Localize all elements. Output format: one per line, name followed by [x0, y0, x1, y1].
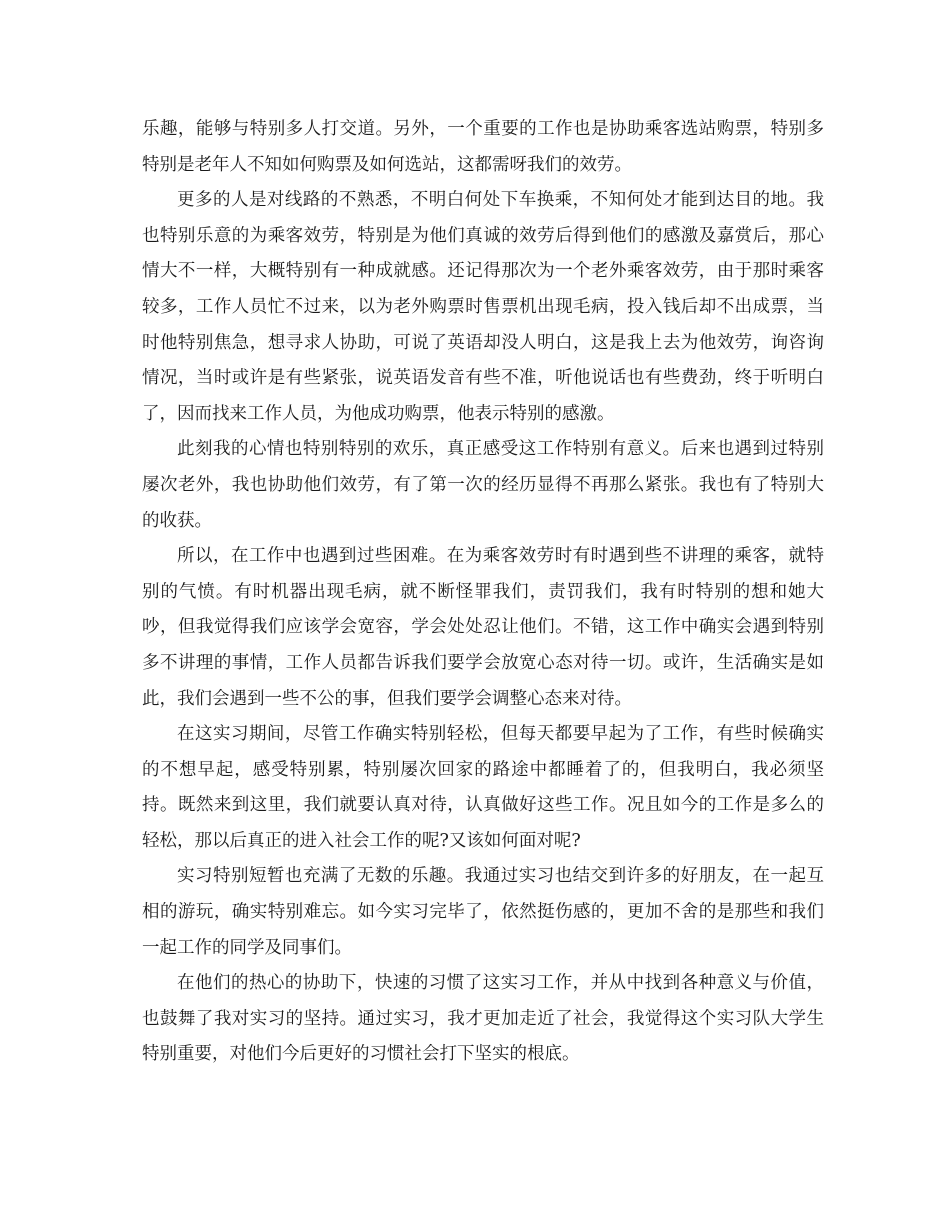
paragraph-5: 在这实习期间，尽管工作确实特别轻松，但每天都要早起为了工作，有些时候确实的不想早起，感受特别累，特别屡次回家的路途中都睡着了的，但我明白，我必须坚持。既然来到这里，我们就要认真对待，认真做好这些工作。况且如今的工作是多么的轻松，那以后真正的进入社会工作的呢?又该如何面对呢?: [142, 724, 824, 851]
paragraph-4: 所以，在工作中也遇到过些困难。在为乘客效劳时有时遇到些不讲理的乘客，就特别的气愤。有时机器出现毛病，就不断怪罪我们，责罚我们，我有时特别的想和她大吵，但我觉得我们应该学会宽容，学会处处忍让他们。不错，这工作中确实会遇到特别多不讲理的事情，工作人员都告诉我们要学会放宽心态对待一切。或许，生活确实是如此，我们会遇到一些不公的事，但我们要学会调整心态来对待。: [142, 546, 824, 709]
paragraph-1: 乐趣，能够与特别多人打交道。另外，一个重要的工作也是协助乘客选站购票，特别多特别是老年人不知如何购票及如何选站，这都需呀我们的效劳。: [142, 119, 824, 175]
paragraph-2: 更多的人是对线路的不熟悉，不明白何处下车换乘，不知何处才能到达目的地。我也特别乐意的为乘客效劳，特别是为他们真诚的效劳后得到他们的感激及嘉赏后，那心情大不一样，大概特别有一种成就感。还记得那次为一个老外乘客效劳，由于那时乘客较多，工作人员忙不过来，以为老外购票时售票机出现毛病，投入钱后却不出成票，当时他特别焦急，想寻求人协助，可说了英语却没人明白，这是我上去为他效劳，询咨询情况，当时或许是有些紧张，说英语发音有些不准，听他说话也有些费劲，终于听明白了，因而找来工作人员，为他成功购票，他表示特别的感激。: [142, 190, 824, 424]
paragraph-6: 实习特别短暂也充满了无数的乐趣。我通过实习也结交到许多的好朋友，在一起互相的游玩，确实特别难忘。如今实习完毕了，依然挺伤感的，更加不舍的是那些和我们一起工作的同学及同事们。: [142, 866, 824, 958]
paragraph-7: 在他们的热心的协助下，快速的习惯了这实习工作，并从中找到各种意义与价值，也鼓舞了我对实习的坚持。通过实习，我才更加走近了社会，我觉得这个实习队大学生特别重要，对他们今后更好的习惯社会打下坚实的根底。: [142, 973, 824, 1065]
paragraph-3: 此刻我的心情也特别特别的欢乐，真正感受这工作特别有意义。后来也遇到过特别屡次老外，我也协助他们效劳，有了第一次的经历显得不再那么紧张。我也有了特别大的收获。: [142, 439, 824, 531]
document-body: [142, 112, 824, 1073]
